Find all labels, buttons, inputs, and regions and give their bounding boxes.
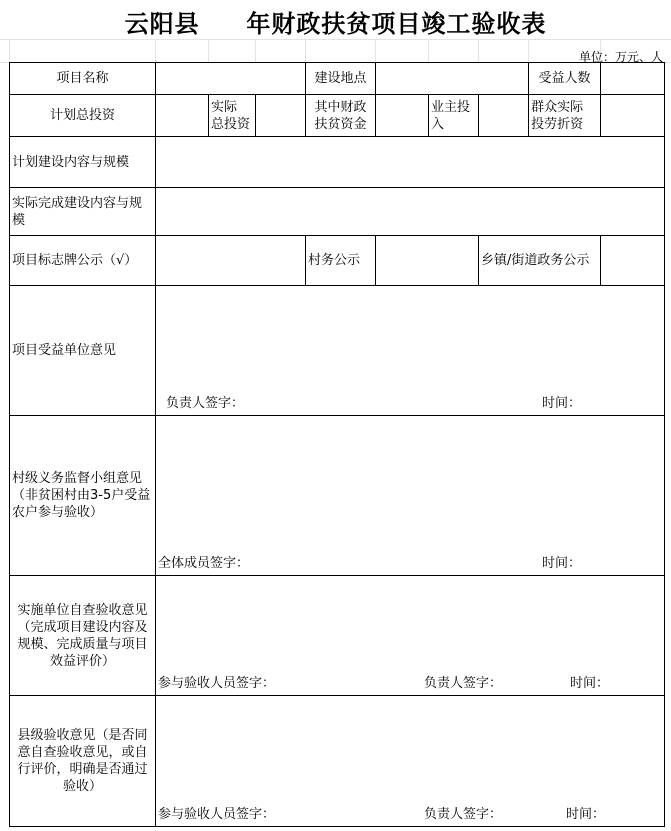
- town-publicity-label: 乡镇/街道政务公示: [479, 236, 601, 286]
- village-publicity-field[interactable]: [376, 236, 479, 286]
- county-time-label: 时间：: [566, 807, 606, 822]
- location-field[interactable]: [376, 63, 529, 95]
- village-publicity-label: 村务公示: [306, 236, 376, 286]
- beneficiary-time-label: 时间：: [542, 396, 582, 411]
- project-name-label: 项目名称: [10, 63, 156, 95]
- self-check-label: 实施单位自查验收意见（完成项目建设内容及规模、完成质量与项目效益评价）: [10, 576, 156, 696]
- planned-content-label: 计划建设内容与规模: [10, 137, 156, 188]
- town-publicity-field[interactable]: [601, 236, 665, 286]
- beneficiary-signature-label: 负责人签字：: [166, 396, 245, 411]
- actual-content-label: 实际完成建设内容与规模: [10, 188, 156, 236]
- beneficiary-opinion-field[interactable]: [156, 286, 665, 416]
- county-leader-signature: 负责人签字：: [424, 807, 503, 822]
- owner-invest-label: 业主投 入: [429, 95, 479, 137]
- fiscal-fund-field[interactable]: [376, 95, 429, 137]
- village-signature-label: 全体成员签字：: [158, 556, 250, 571]
- acceptance-form-table: [9, 62, 665, 827]
- unit-label: 单位：万元、人: [578, 50, 663, 64]
- sign-publicity-label: 项目标志牌公示（√）: [10, 236, 156, 286]
- beneficiary-opinion-label: 项目受益单位意见: [10, 286, 156, 416]
- sign-publicity-field[interactable]: [156, 236, 306, 286]
- location-label: 建设地点: [306, 63, 376, 95]
- county-acceptance-label: 县级验收意见（是否同意自查验收意见，或自行评价，明确是否通过验收）: [10, 696, 156, 827]
- planned-content-field[interactable]: [156, 137, 665, 188]
- self-check-leader-signature: 负责人签字：: [424, 676, 503, 691]
- beneficiaries-label: 受益人数: [529, 63, 601, 95]
- owner-invest-field[interactable]: [479, 95, 529, 137]
- county-acceptance-field[interactable]: [156, 696, 665, 827]
- beneficiaries-field[interactable]: [601, 63, 665, 95]
- village-time-label: 时间：: [542, 556, 582, 571]
- actual-content-field[interactable]: [156, 188, 665, 236]
- county-participants-signature: 参与验收人员签字：: [158, 807, 276, 822]
- project-name-field[interactable]: [156, 63, 306, 95]
- fiscal-fund-label: 其中财政 扶贫资金: [306, 95, 376, 137]
- planned-invest-field[interactable]: [156, 95, 209, 137]
- form-title: 云阳县 年财政扶贫项目竣工验收表: [124, 9, 547, 38]
- labor-value-field[interactable]: [601, 95, 665, 137]
- self-check-participants-signature: 参与验收人员签字：: [158, 676, 276, 691]
- planned-invest-label: 计划总投资: [10, 95, 156, 137]
- actual-invest-label: 实际 总投资: [209, 95, 256, 137]
- labor-value-label: 群众实际 投劳折资: [529, 95, 601, 137]
- actual-invest-field[interactable]: [256, 95, 306, 137]
- self-check-time-label: 时间：: [570, 676, 610, 691]
- village-supervision-label: 村级义务监督小组意见（非贫困村由3-5户受益农户参与验收）: [10, 416, 156, 576]
- village-supervision-field[interactable]: [156, 416, 665, 576]
- self-check-field[interactable]: [156, 576, 665, 696]
